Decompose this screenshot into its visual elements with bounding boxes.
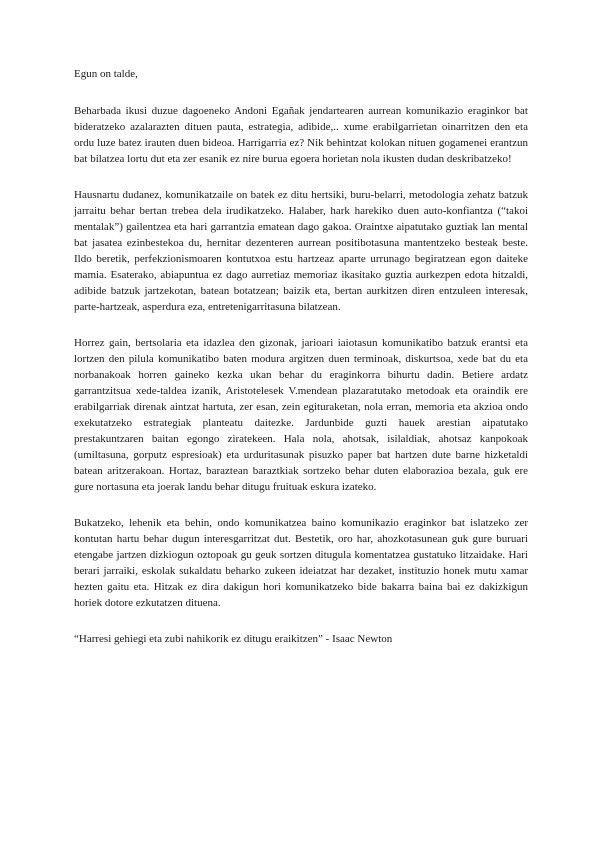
paragraph-conclusion: Bukatzeko, lehenik eta behin, ondo komunikatzea baino komunikazio eraginkor bat islatzeko zer kontutan hartu behar dugun interesgarritzat dut. Bestetik, oro har, ahozkotasunean guk gure buruari etengabe jartzen dizkiogun oztopoak gu geuk sortzen ditugula komentatzea gustatuko litzaidake. Hari berari jarraiki, eskolak sukaldatu beharko zukeen ideiatzat har dezaket, instituzio honek mutu xamar hezten gaitu eta. Hitzak ez dira dakigun hori komunikatzeko bide bakarra baina bai ez dakizkigun horiek dotore ezkutatzen dituena. (74, 517, 528, 609)
greeting: Egun on talde, (74, 68, 138, 80)
closing-quote: “Harresi gehiegi eta zubi nahikorik ez ditugu eraikitzen” - Isaac Newton (74, 633, 393, 645)
paragraph-reflection: Hausnartu dudanez, komunikatzaile on batek ez ditu hertsiki, buru-belarri, metodologia zehatz batzuk jarraitu behar bertan trebea dela irudikatzeko. Halaber, hark harekiko duen auto-konfiantza (“takoi mentalak”) gailentzea eta hari garrantzia ematean dago gakoa. Oraintxe aipatutako guztiak lan mental bat jasatea ezinbestekoa du, hernitar dezenteren aurrean positibotasuna mantentzeko besteak beste. Ildo beretik, perfekzionismoaren kontutxoa estu hartzeaz aparte urrunago begiratzean egon daiteke mamia. Esaterako, abiapuntua ez dago aurretiaz memoriaz ikasitako guztia aurkezpen edota hitzaldi, adibide batzuk jartzekotan, batean botatzean; baizik eta, bertan aurkitzen diren entzuleen interesak, parte-hartzeak, asperdura eza, entretenigarritasuna bilatzean. (74, 189, 528, 313)
letter-body (74, 66, 528, 667)
paragraph-methods: Horrez gain, bertsolaria eta idazlea den gizonak, jarioari iaiotasun komunikatibo batzuk erantsi eta lortzen den pilula komunikatibo baten modura argitzen duen terminoak, diskurtsoa, xede bat du eta norbanakoak horren gaineko kezka ukan behar du eraginkorra bihurtu dadin. Betiere ardatz garrantzitsua xede-taldea izanik, Aristotelesek V.mendean plazaratutako metodoak eta oraindik ere erabilgarriak direnak aintzat hartuta, zer esan, zein egituraketan, nola erran, memoria eta akzioa ondo exekutatzeko estrategiak planteatu daitezke. Jardunbide guzti hauek arestian aipatutako prestakuntzaren baitan egongo ziratekeen. Hala nola, ahotsak, isilaldiak, ahotsaz kanpokoak (umiltasuna, gorputz espresioak) eta urduritasunak pisuzko paper bat hartzen dute barne hizketaldi batean aritzerakoan. Hortaz, baraztean baraztkiak sortzeko behar duten elaborazioa bezala, guk ere gure nortasuna eta joerak landu behar ditugu fruituak eskura izateko. (74, 337, 528, 493)
paragraph-intro: Beharbada ikusi duzue dagoeneko Andoni Egañak jendartearen aurrean komunikazio eraginkor bat bideratzeko azalarazten dituen pauta, estrategia, adibide,.. xume erabilgarrietan oinarritzen den eta ordu luze batez irauten duen bideoa. Harrigarria ez? Nik behintzat kolokan nituen gogamenei erantzun bat bilatzea lortu dut eta zer esanik ez nire burua egoera horietan nola ikusten dudan deskribatzeko! (74, 105, 528, 165)
